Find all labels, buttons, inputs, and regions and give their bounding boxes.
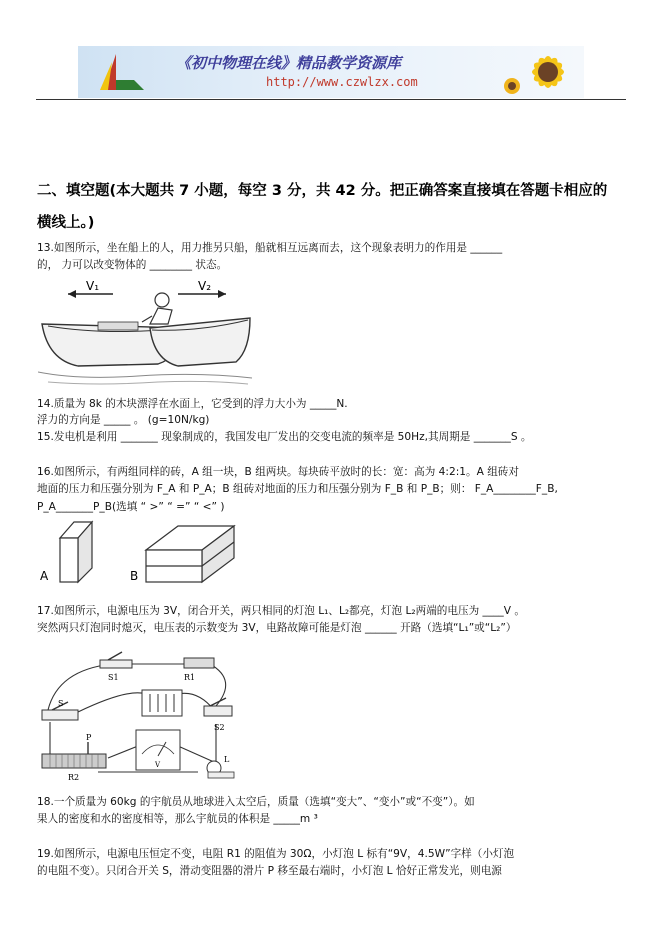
q13-line2: 的， 力可以改变物体的 ________ 状态。 xyxy=(37,259,228,271)
q16-line1: 16.如图所示，有两组同样的砖，A 组一块，B 组两块。每块砖平放时的长：宽：高为 4:2:1。A 组砖对 xyxy=(37,466,519,478)
q13-line1: 13.如图所示，坐在船上的人，用力推另只船，船就相互远离而去，这个现象表明力的作用是 ______ xyxy=(37,242,503,254)
banner-title: 《初中物理在线》精品教学资源库 xyxy=(176,54,402,72)
velocity-v1-label: V₁ xyxy=(86,280,100,293)
label-l: L xyxy=(224,755,230,764)
label-s2: S2 xyxy=(214,723,225,732)
q18-line2: 果人的密度和水的密度相等，那么宇航员的体积是 _____m ³ xyxy=(37,813,318,825)
label-r2: R2 xyxy=(68,773,80,782)
q17-line1: 17.如图所示，电源电压为 3V，闭合开关，两只相同的灯泡 L₁、L₂都亮，灯泡 L₂两端的电压为 ____V 。 xyxy=(37,605,525,617)
label-p: P xyxy=(86,733,92,742)
sunflower-icon xyxy=(496,46,584,98)
header-divider xyxy=(36,99,626,100)
logo-icon xyxy=(86,50,156,96)
section-heading-line2: 横线上。) xyxy=(37,215,95,231)
q17-line2: 突然两只灯泡同时熄灭，电压表的示数变为 3V，电路故障可能是灯泡 ______ 开路（选填“L₁”或“L₂”） xyxy=(37,622,517,634)
brick-b-label: B xyxy=(130,569,139,583)
label-s1: S1 xyxy=(108,673,119,682)
circuit-figure xyxy=(38,650,238,782)
banner-url: http://www.czwlzx.com xyxy=(266,75,418,89)
q19-line2: 的电阻不变）。只闭合开关 S，滑动变阻器的滑片 P 移至最右端时，小灯泡 L 恰好正常发光，则电源 xyxy=(37,865,502,877)
boats-figure xyxy=(38,280,253,388)
header-banner xyxy=(78,46,584,98)
q18-line1: 18.一个质量为 60kg 的宇航员从地球进入太空后，质量（选填“变大”、“变小”或“不变”）。如 xyxy=(37,796,475,808)
q14-line2: 浮力的方向是 _____ 。 (g=10N/kg) xyxy=(37,414,210,426)
q19-line1: 19.如图所示，电源电压恒定不变，电阻 R1 的阻值为 30Ω，小灯泡 L 标有“9V，4.5W”字样（小灯泡 xyxy=(37,848,515,860)
velocity-v2-label: V₂ xyxy=(198,280,212,293)
section-heading-line1: 二、填空题(本大题共 7 小题，每空 3 分，共 42 分。把正确答案直接填在答题卡相应的 xyxy=(37,183,608,199)
q16-line2: 地面的压力和压强分别为 F_A 和 P_A；B 组砖对地面的压力和压强分别为 F_B 和 P_B；则： F_A________F_B, xyxy=(37,483,558,495)
q14-line1: 14.质量为 8k 的木块漂浮在水面上，它受到的浮力大小为 _____N. xyxy=(37,398,348,410)
q15-line1: 15.发电机是利用 _______ 现象制成的，我国发电厂发出的交变电流的频率是 50Hz,其周期是 _______S 。 xyxy=(37,431,532,443)
brick-a-label: A xyxy=(40,569,49,583)
label-v: V xyxy=(155,761,161,769)
bricks-figure xyxy=(38,520,238,586)
q16-line3: P_A_______P_B(选填 “ >” “ =” “ <” ) xyxy=(37,501,225,513)
label-r1: R1 xyxy=(184,673,196,682)
label-s: S xyxy=(58,699,64,708)
